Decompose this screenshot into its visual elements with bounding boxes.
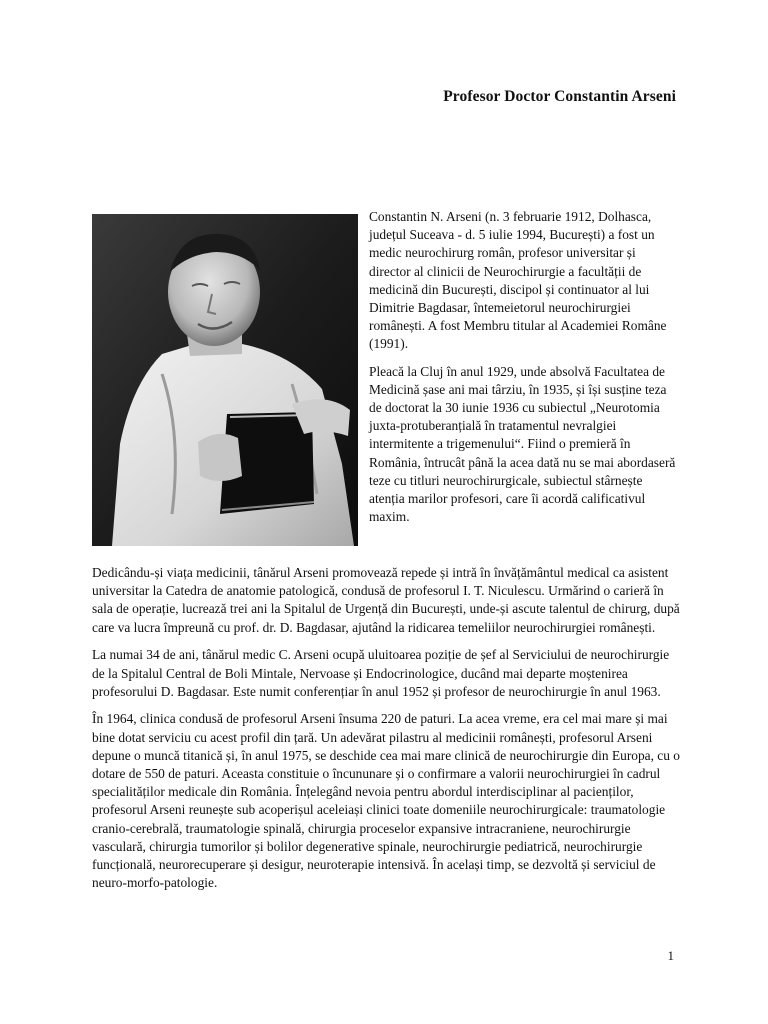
- body-paragraph: La numai 34 de ani, tânărul medic C. Arseni ocupă uluitoarea poziție de șef al Serviciului de neurochirurgie de la Spitalul Central de Boli Mintale, Nervoase și Endocrinologice, ducând mai departe moștenirea profesorului D. Bagdasar. Este numit conferențiar în anul 1952 și profesor de neurochirurgie în anul 1963.: [92, 647, 670, 699]
- portrait-photo: [92, 214, 358, 546]
- portrait-illustration: [92, 214, 358, 546]
- body-paragraph: În 1964, clinica condusă de profesorul Arseni însuma 220 de paturi. La acea vreme, era cel mai mare și mai bine dotat serviciu cu acest profil din țară. Un adevărat pilastru al medicinii românești, profesorul Arseni depune o muncă titanică și, în anul 1975, se deschide cea mai mare clinică de neurochirurgie din Europa, cu o dotare de 550 de paturi. Aceasta constituie o încununare și o confirmare a valorii neurochirurgiei în cadrul specialităților medicale din România. Înțelegând nevoia pentru abordul interdisciplinar al pacienților, profesorul Arseni reunește sub acoperișul aceleiași clinici toate domeniile neurochirurgicale: traumatologie cranio-cerebrală, traumatologie spinală, chirurgia proceselor expansive intracraniene, neurochirurgie vasculară, chirurgia tumorilor și bolilor degenerative spinale, neurochirurgie pediatrică, neurochirurgie funcțională, neurorecuperare și desigur, neuroterapie intensivă. În același timp, se dezvoltă și serviciul de neuro-morfo-patologie.: [92, 711, 680, 891]
- page-number: 1: [667, 948, 674, 963]
- intro-paragraph: Pleacă la Cluj în anul 1929, unde absolvă Facultatea de Medicină șase ani mai târziu, în 1935, și își susține teza de doctorat la 30 iunie 1936 cu subiectul „Neurotomia juxta-protuberanțială în tratamentul nevralgiei intermitente a trigemenului“. Fiind o premieră în România, întrucât până la acea dată nu se mai abordaseră teze cu titluri neurochirurgicale, subiectul stârnește atenția marilor profesori, care îi acordă calificativul maxim.: [369, 363, 676, 525]
- body-text: [92, 564, 680, 902]
- intro-text-column: [369, 208, 676, 535]
- document-title: Profesor Doctor Constantin Arseni: [443, 88, 676, 105]
- body-paragraph: Dedicându-și viața medicinii, tânărul Arseni promovează repede și intră în învățământul medical ca asistent universitar la Catedra de anatomie patologică, condusă de profesorul I. T. Niculescu. Urmărind o carieră în sala de operație, lucrează trei ani la Spitalul de Urgență din București, unde-și ascute talentul de chirurg, după care va lucra împreună cu prof. dr. D. Bagdasar, ajutând la ridicarea temeliilor neurochirurgiei românești.: [92, 565, 680, 635]
- intro-paragraph: Constantin N. Arseni (n. 3 februarie 1912, Dolhasca, județul Suceava - d. 5 iulie 1994, București) a fost un medic neurochirurg român, profesor universitar și director al clinicii de Neurochirurgie a facultății de medicină din București, discipol și continuator al lui Dimitrie Bagdasar, întemeietorul neurochirurgiei românești. A fost Membru titular al Academiei Române (1991).: [369, 209, 667, 352]
